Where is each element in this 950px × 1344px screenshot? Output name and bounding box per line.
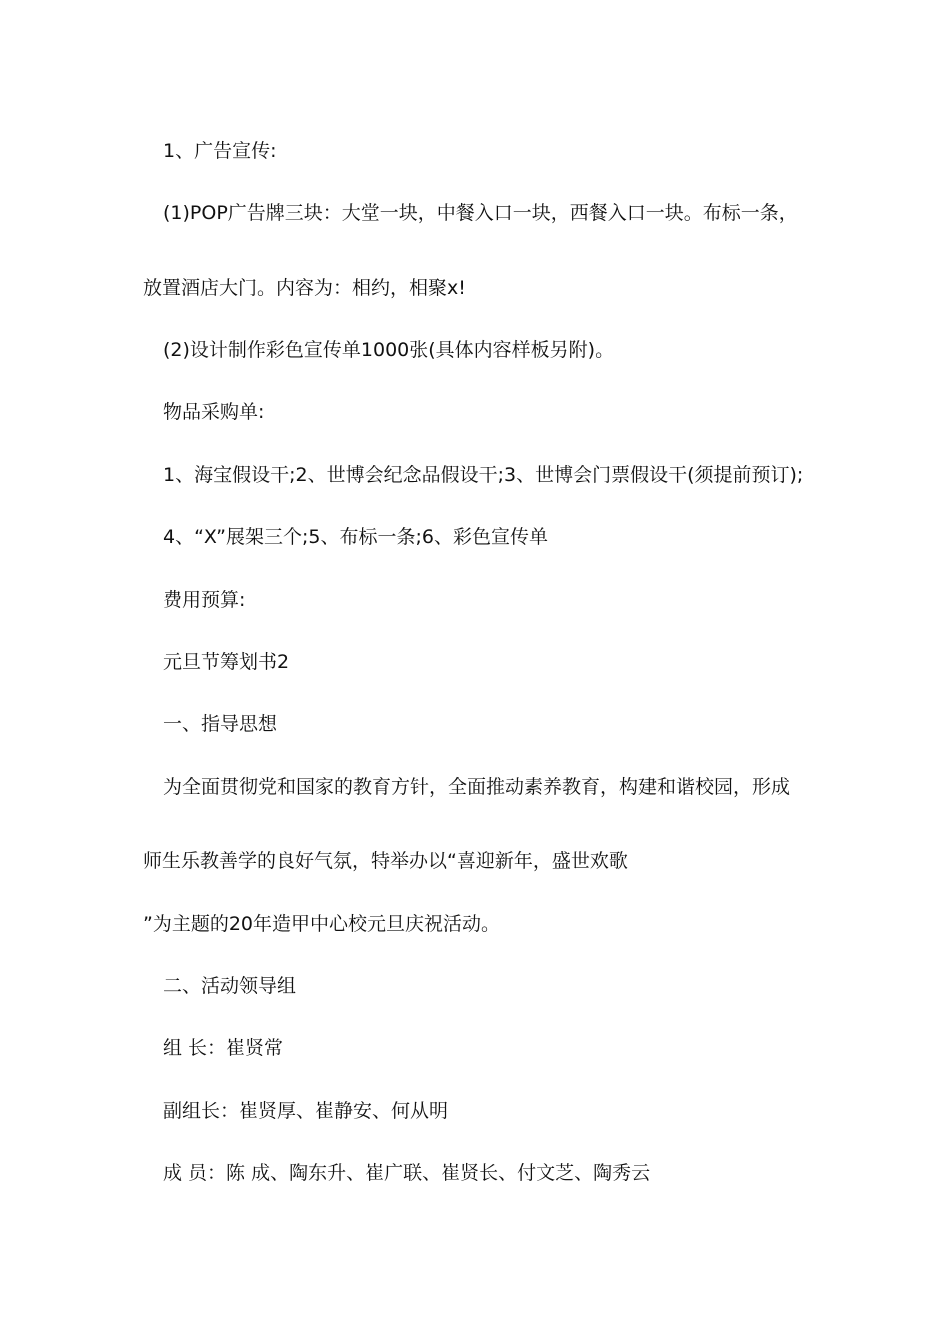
text-line: 物品采购单:	[163, 401, 265, 423]
text-line: 元旦节筹划书2	[163, 651, 290, 673]
text-line: 1、海宝假设干;2、世博会纪念品假设干;3、世博会门票假设干(须提前预订);	[163, 464, 804, 486]
text-line: 组 长：崔贤常	[163, 1037, 284, 1059]
section-heading: 一、指导思想	[163, 713, 278, 735]
text-line: (1)POP广告牌三块：大堂一块，中餐入口一块，西餐入口一块。布标一条，	[163, 202, 798, 224]
text-line: 1、广告宣传:	[163, 140, 277, 162]
text-line: (2)设计制作彩色宣传单1000张(具体内容样板另附)。	[163, 339, 615, 361]
text-line: 副组长：崔贤厚、崔静安、何从明	[163, 1100, 449, 1122]
text-line: 放置酒店大门。内容为：相约，相聚x!	[143, 277, 466, 299]
text-line: ”为主题的20年造甲中心校元旦庆祝活动。	[143, 913, 501, 935]
section-heading: 二、活动领导组	[163, 975, 297, 997]
text-line: 4、“X”展架三个;5、布标一条;6、彩色宣传单	[163, 526, 549, 548]
text-line: 为全面贯彻党和国家的教育方针，全面推动素养教育，构建和谐校园，形成	[163, 776, 791, 798]
text-line: 费用预算:	[163, 589, 246, 611]
text-line: 成 员：陈 成、陶东升、崔广联、崔贤长、付文芝、陶秀云	[163, 1162, 651, 1184]
text-line: 师生乐教善学的良好气氛，特举办以“喜迎新年，盛世欢歌	[143, 850, 628, 872]
